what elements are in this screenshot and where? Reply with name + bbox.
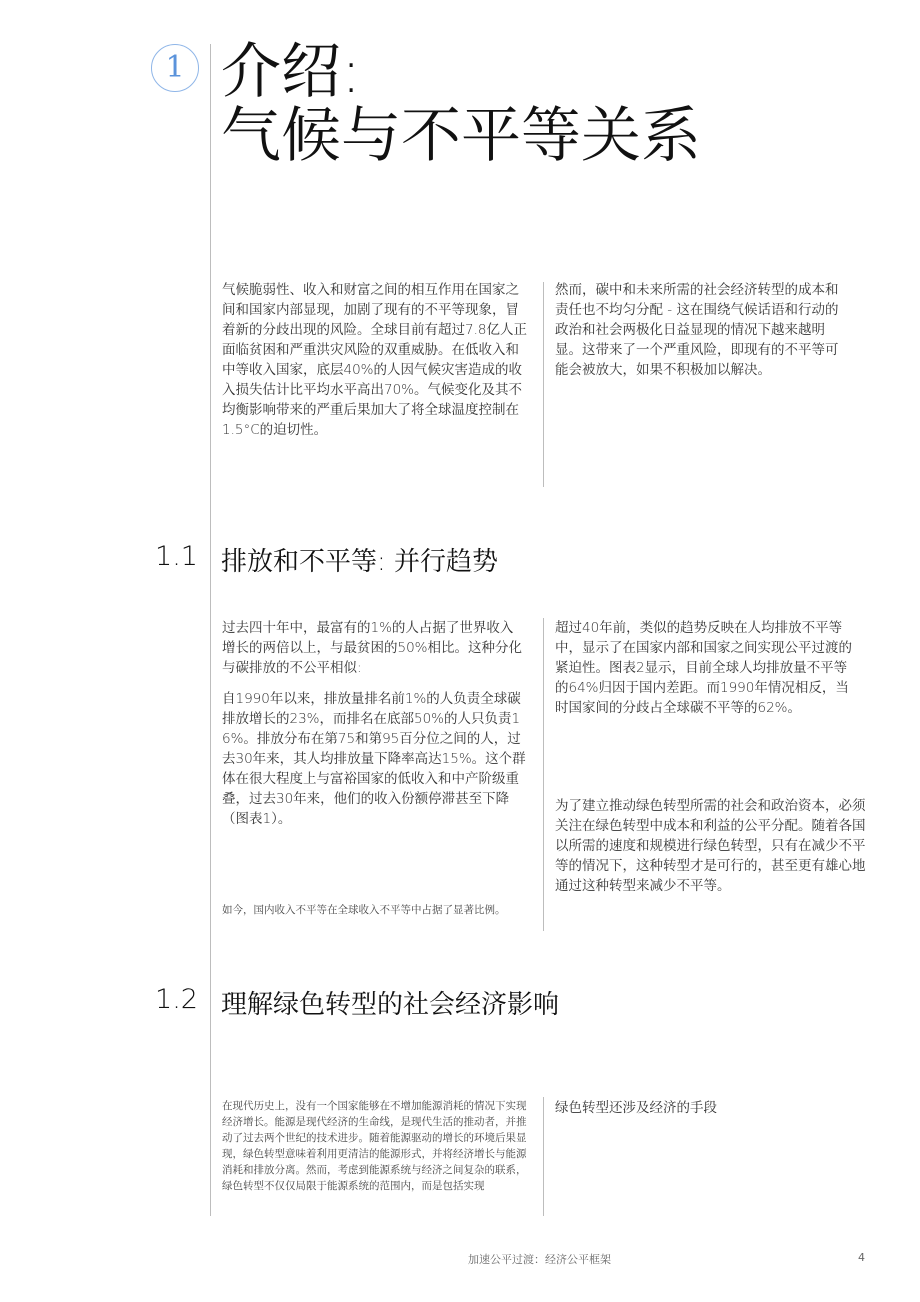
section-1-1-number: 1.1 bbox=[155, 541, 198, 572]
chapter-title bbox=[221, 37, 701, 171]
section-1-1-title: 排放和不平等: 并行趋势 bbox=[221, 547, 499, 577]
intro-left-paragraph: 气候脆弱性、收入和财富之间的相互作用在国家之间和国家内部显现，加剧了现有的不平等现象，冒着新的分歧出现的风险。全球目前有超过7.8亿人正面临贫困和严重洪灾风险的双重威胁。在低收入和中等收入国家，底层40%的人因气候灾害造成的收入损失估计比平均水平高出70%。气候变化及其不均衡影响带来的严重后果加大了将全球温度控制在1.5°C的迫切性。 bbox=[222, 282, 527, 438]
section-1-2-right-paragraph: 绿色转型还涉及经济的手段 bbox=[555, 1100, 717, 1116]
intro-column-divider bbox=[543, 282, 544, 487]
section-1-2-number: 1.2 bbox=[155, 984, 198, 1015]
section-1-1-right-paragraph-1: 超过40年前，类似的趋势反映在人均排放不平等中，显示了在国家内部和国家之间实现公平过渡的紧迫性。图表2显示，目前全球人均排放量不平等的64%归因于国内差距。而1990年情况相反，当时国家间的分歧占全球碳不平等的62%。 bbox=[555, 620, 852, 716]
section-1-1-left-paragraph-1: 过去四十年中，最富有的1%的人占据了世界收入增长的两倍以上，与最贫困的50%相比。这种分化与碳排放的不公平相似: bbox=[222, 620, 523, 676]
section-1-1-right-paragraph-2: 为了建立推动绿色转型所需的社会和政治资本，必须关注在绿色转型中成本和利益的公平分配。随着各国以所需的速度和规模进行绿色转型，只有在减少不平等的情况下，这种转型才是可行的，甚至更有雄心地通过这种转型来减少不平等。 bbox=[555, 798, 866, 894]
section-1-1-note: 如今，国内收入不平等在全球收入不平等中占据了显著比例。 bbox=[222, 904, 506, 916]
main-vertical-rule bbox=[210, 44, 211, 1216]
section-1-1-column-divider bbox=[543, 618, 544, 931]
section-1-2-left-paragraph: 在现代历史上，没有一个国家能够在不增加能源消耗的情况下实现经济增长。能源是现代经济的生命线，是现代生活的推动者，并推动了过去两个世纪的技术进步。随着能源驱动的增长的环境后果显现，绿色转型意味着利用更清洁的能源形式，并将经济增长与能源消耗和排放分离。然而，考虑到能源系统与经济之间复杂的联系，绿色转型不仅仅局限于能源系统的范围内，而是包括实现 bbox=[222, 1100, 527, 1192]
section-1-1-left-paragraph-2: 自1990年以来，排放量排名前1%的人负责全球碳排放增长的23%，而排名在底部50%的人只负责16%。排放分布在第75和第95百分位之间的人，过去30年来，其人均排放量下降率高达15%。这个群体在很大程度上与富裕国家的低收入和中产阶级重叠，过去30年来，他们的收入份额停滞甚至下降（图表1）。 bbox=[222, 691, 526, 827]
section-1-2-column-divider bbox=[543, 1097, 544, 1216]
chapter-number-badge: 1 bbox=[151, 44, 199, 92]
chapter-title-line1: 介绍: bbox=[221, 37, 362, 107]
footer-title: 加速公平过渡：经济公平框架 bbox=[468, 1253, 611, 1266]
intro-right-paragraph: 然而，碳中和未来所需的社会经济转型的成本和责任也不均匀分配 - 这在围绕气候话语和行动的政治和社会两极化日益显现的情况下越来越明显。这带来了一个严重风险，即现有的不平等可能会被放大，如果不积极加以解决。 bbox=[555, 282, 839, 378]
section-1-2-title: 理解绿色转型的社会经济影响 bbox=[221, 990, 560, 1020]
chapter-title-line2: 气候与不平等关系 bbox=[221, 101, 701, 171]
page-number: 4 bbox=[858, 1251, 865, 1264]
